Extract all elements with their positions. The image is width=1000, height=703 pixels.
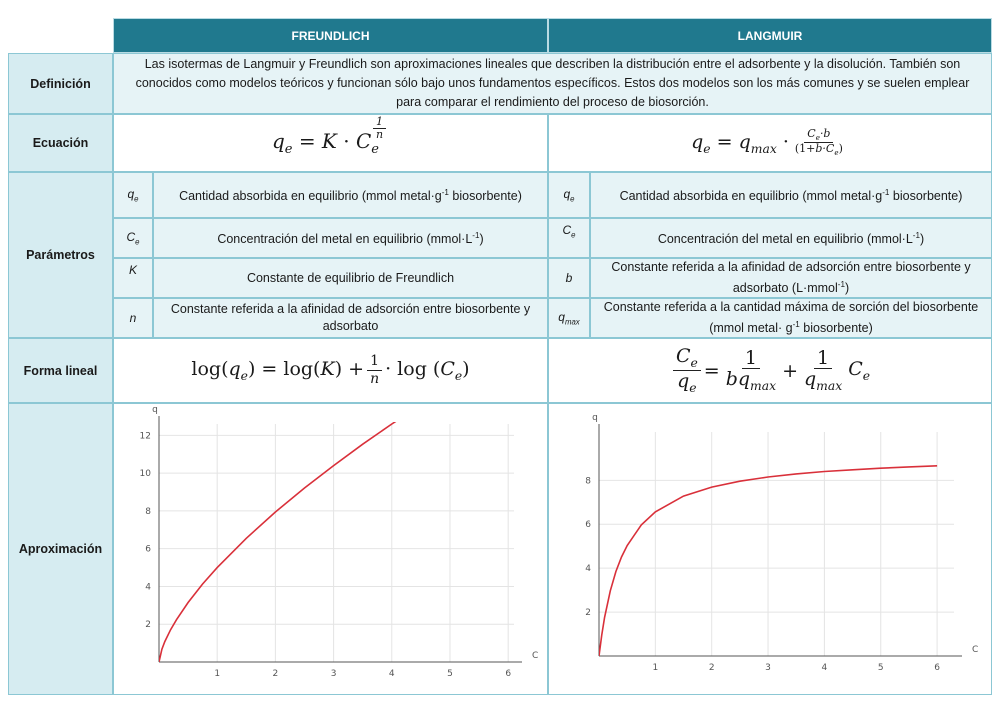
x-tick-label: 5 [877, 663, 884, 673]
x-tick-label: 6 [934, 663, 940, 673]
langmuir-chart-cell [548, 403, 992, 695]
row-label-definicion: Definición [8, 53, 113, 114]
x-tick-label: 5 [447, 669, 453, 679]
y-tick-label: 6 [585, 520, 591, 531]
y-axis-label: q [152, 405, 158, 415]
row-label-parametros: Parámetros [8, 172, 113, 338]
x-tick-label: 2 [708, 663, 715, 673]
freundlich-chart-cell [113, 403, 548, 695]
y-tick-label: 4 [145, 582, 151, 593]
param-ce-desc-freundlich [153, 218, 548, 258]
y-tick-label: 2 [585, 608, 591, 619]
sup-text: -1 [472, 231, 480, 241]
y-tick-label: 2 [145, 620, 151, 631]
qe-desc-tail: biosorbente) [448, 189, 522, 204]
close-paren: ) [920, 232, 925, 247]
symbol-ce-langmuir: $C_e$ [548, 218, 590, 258]
y-tick-label: 12 [139, 431, 151, 442]
sup-text: -1 [882, 188, 890, 198]
x-tick-label: 6 [505, 669, 512, 679]
symbol-k: K [113, 258, 153, 298]
symbol-b: b [548, 258, 590, 298]
y-tick-label: 10 [139, 469, 151, 480]
param-k-desc: Constante de equilibrio de Freundlich [153, 258, 548, 298]
param-ce-desc-langmuir [590, 218, 992, 258]
langmuir-linear-form: $\frac{C_e}{q_e}$ = $\frac{1}{bq_{max}}$ + $\frac{1}{q_{max}}$ $C_e$ [548, 338, 992, 403]
x-tick-label: 2 [272, 669, 279, 679]
freundlich-chart [114, 404, 547, 694]
symbol-n: n [113, 298, 153, 338]
sup-text: -1 [912, 231, 921, 241]
symbol-qmax: $q_{max}$ [548, 298, 590, 338]
row-label-aproximacion: Aproximación [8, 403, 113, 695]
definition-text: Las isotermas de Langmuir y Freundlich son aproximaciones lineales que describen la distribución entre el adsorbente y la disolución. También son conocidos como modelos teóricos y funcionan sólo bajo unos fundamentos específicos. Estos dos modelos son los más comunes y se suelen emplear para comparar el rendimiento del proceso de biosorción. [113, 53, 992, 114]
close-paren: ) [844, 281, 850, 296]
y-tick-label: 4 [585, 564, 591, 575]
close-paren: ) [479, 232, 484, 247]
x-tick-label: 4 [388, 669, 395, 679]
ce-desc-text: Concentración del metal en equilibrio (mmol·L [217, 232, 473, 247]
header-langmuir: LANGMUIR [548, 18, 992, 53]
param-qe-desc-freundlich [153, 172, 548, 218]
sup-text: -1 [441, 188, 449, 198]
x-tick-label: 4 [821, 663, 828, 673]
x-tick-label: 3 [330, 669, 337, 679]
row-label-forma-lineal: Forma lineal [8, 338, 113, 403]
x-axis-label: C [532, 651, 539, 661]
x-tick-label: 3 [765, 663, 771, 673]
qe-desc-tail: biosorbente) [889, 189, 963, 204]
param-n-desc: Constante referida a la afinidad de adsorción entre biosorbente y adsorbato [153, 298, 548, 338]
langmuir-equation: $q_e = q_{max}$ · $\frac{C_e\cdot b}{(1+b\cdot C_e)}$ [548, 114, 992, 172]
qe-desc-text: Cantidad absorbida en equilibrio (mmol metal·g [619, 189, 883, 204]
x-tick-label: 1 [652, 663, 659, 673]
header-freundlich: FREUNDLICH [113, 18, 548, 53]
symbol-qe-freundlich: $q_e$ [113, 172, 153, 218]
y-tick-label: 8 [585, 476, 591, 487]
freundlich-equation: $q_e = K \cdot C_e$ $\frac{1}{n}$ [113, 114, 548, 172]
param-qmax-desc [590, 298, 992, 338]
y-tick-label: 8 [145, 506, 151, 517]
qe-desc-text: Cantidad absorbida en equilibrio (mmol metal·g [179, 189, 442, 204]
symbol-ce-freundlich: $C_e$ [113, 218, 153, 258]
row-label-ecuacion: Ecuación [8, 114, 113, 172]
freundlich-linear-form: $\log(q_e) = \log(K)$ + $\frac{1}{n}$ · $\log (C_e)$ [113, 338, 548, 403]
x-axis-label: C [972, 645, 979, 655]
b-desc-text: Constante referida a la afinidad de adsorción entre biosorbente y adsorbato (L·mmol [611, 259, 971, 296]
langmuir-chart [549, 404, 991, 694]
y-axis-label: q [592, 413, 598, 423]
sup-text: -1 [837, 279, 845, 289]
ce-desc-text: Concentración del metal en equilibrio (mmol·L [657, 232, 913, 247]
x-tick-label: 1 [214, 669, 221, 679]
sup-text: -1 [792, 319, 800, 329]
symbol-qe-langmuir: $q_e$ [548, 172, 590, 218]
qmax-desc-b: biosorbente) [799, 321, 873, 336]
qmax-desc-a: Constante referida a la cantidad máxima de sorción del biosorbente (mmol metal· g [603, 299, 979, 336]
y-tick-label: 6 [145, 544, 151, 555]
param-qe-desc-langmuir [590, 172, 992, 218]
param-b-desc [590, 258, 992, 298]
